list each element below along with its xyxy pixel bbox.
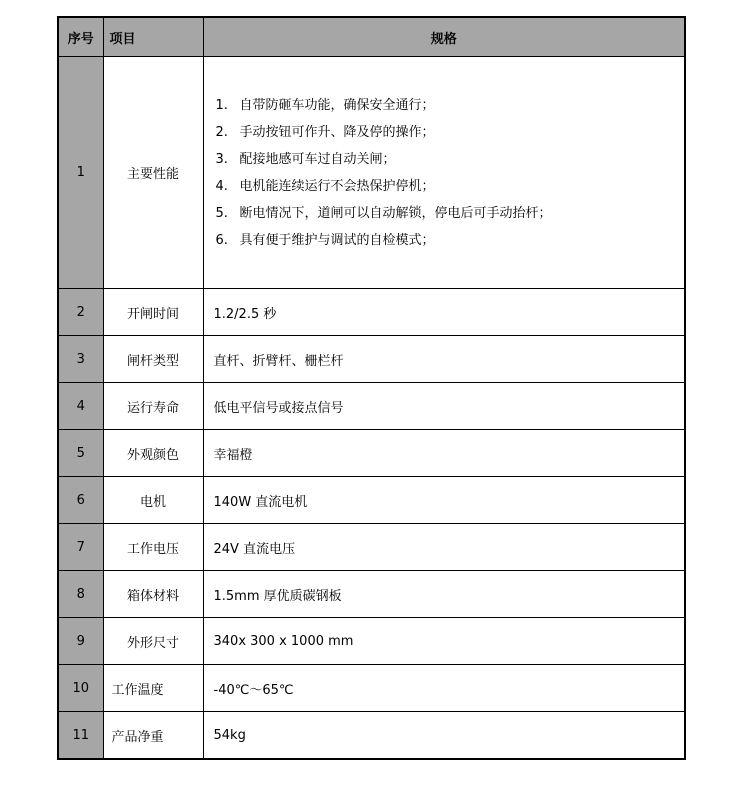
row-spec-cell: 24V 直流电压	[203, 524, 685, 571]
list-item-text: 自带防砸车功能，确保安全通行；	[239, 97, 435, 113]
row-spec-cell: 340x 300 x 1000 mm	[203, 618, 685, 665]
row-no-cell: 3	[58, 336, 103, 383]
row-no-cell: 6	[58, 477, 103, 524]
list-item-number: 1.	[215, 97, 228, 113]
row-spec-cell: 直杆、折臂杆、栅栏杆	[203, 336, 685, 383]
row-no-cell: 2	[58, 289, 103, 336]
row-no-cell: 5	[58, 430, 103, 477]
table-row	[58, 524, 685, 571]
table-row	[58, 571, 685, 618]
header-row	[58, 17, 685, 57]
table-row	[58, 665, 685, 712]
row-item-cell: 开闸时间	[103, 289, 203, 336]
spec-list-item	[216, 227, 685, 254]
row-item-cell: 箱体材料	[103, 571, 203, 618]
header-item: 项目	[103, 17, 203, 57]
list-item-number: 6.	[215, 232, 228, 248]
row-no-cell: 9	[58, 618, 103, 665]
list-item-text: 断电情况下，道闸可以自动解锁，停电后可手动抬杆；	[239, 205, 552, 221]
list-item-number: 4.	[215, 178, 228, 194]
spec-list-item	[216, 119, 685, 146]
spec-list-item	[216, 200, 685, 227]
table-row	[58, 57, 685, 289]
table-row	[58, 712, 685, 760]
list-item-text: 手动按钮可作升、降及停的操作；	[239, 124, 435, 140]
row-item-cell: 闸杆类型	[103, 336, 203, 383]
list-item-number: 3.	[215, 151, 228, 167]
row-spec-cell: -40℃～65℃	[203, 665, 685, 712]
row-no-cell: 4	[58, 383, 103, 430]
table-row	[58, 289, 685, 336]
spec-list-item	[216, 173, 685, 200]
row-no-cell: 7	[58, 524, 103, 571]
row-item-cell: 工作温度	[103, 665, 203, 712]
spec-table	[57, 16, 686, 760]
row-spec-cell: 幸福橙	[203, 430, 685, 477]
row-spec-cell: 1.2/2.5 秒	[203, 289, 685, 336]
row-item-cell: 外形尺寸	[103, 618, 203, 665]
row-spec-cell: 140W 直流电机	[203, 477, 685, 524]
table-row	[58, 477, 685, 524]
row-spec-cell	[203, 57, 685, 289]
table-row	[58, 618, 685, 665]
row-no-cell: 1	[58, 57, 103, 289]
row-item-cell: 主要性能	[103, 57, 203, 289]
spec-list-item	[216, 146, 685, 173]
row-spec-cell: 54kg	[203, 712, 685, 760]
list-item-text: 电机能连续运行不会热保护停机；	[239, 178, 435, 194]
table-row	[58, 336, 685, 383]
spec-list-item	[216, 92, 685, 119]
header-spec: 规格	[203, 17, 685, 57]
table-row	[58, 430, 685, 477]
row-item-cell: 运行寿命	[103, 383, 203, 430]
row-no-cell: 8	[58, 571, 103, 618]
row-item-cell: 产品净重	[103, 712, 203, 760]
list-item-number: 2.	[215, 124, 228, 140]
row-item-cell: 电机	[103, 477, 203, 524]
list-item-text: 配接地感可车过自动关闸；	[239, 151, 396, 167]
table-row	[58, 383, 685, 430]
row-no-cell: 10	[58, 665, 103, 712]
list-item-text: 具有便于维护与调试的自检模式；	[239, 232, 435, 248]
row-spec-cell: 1.5mm 厚优质碳钢板	[203, 571, 685, 618]
header-no: 序号	[58, 17, 103, 57]
spec-list	[214, 92, 685, 254]
list-item-number: 5.	[215, 205, 228, 221]
row-spec-cell: 低电平信号或接点信号	[203, 383, 685, 430]
row-no-cell: 11	[58, 712, 103, 760]
row-item-cell: 工作电压	[103, 524, 203, 571]
row-item-cell: 外观颜色	[103, 430, 203, 477]
